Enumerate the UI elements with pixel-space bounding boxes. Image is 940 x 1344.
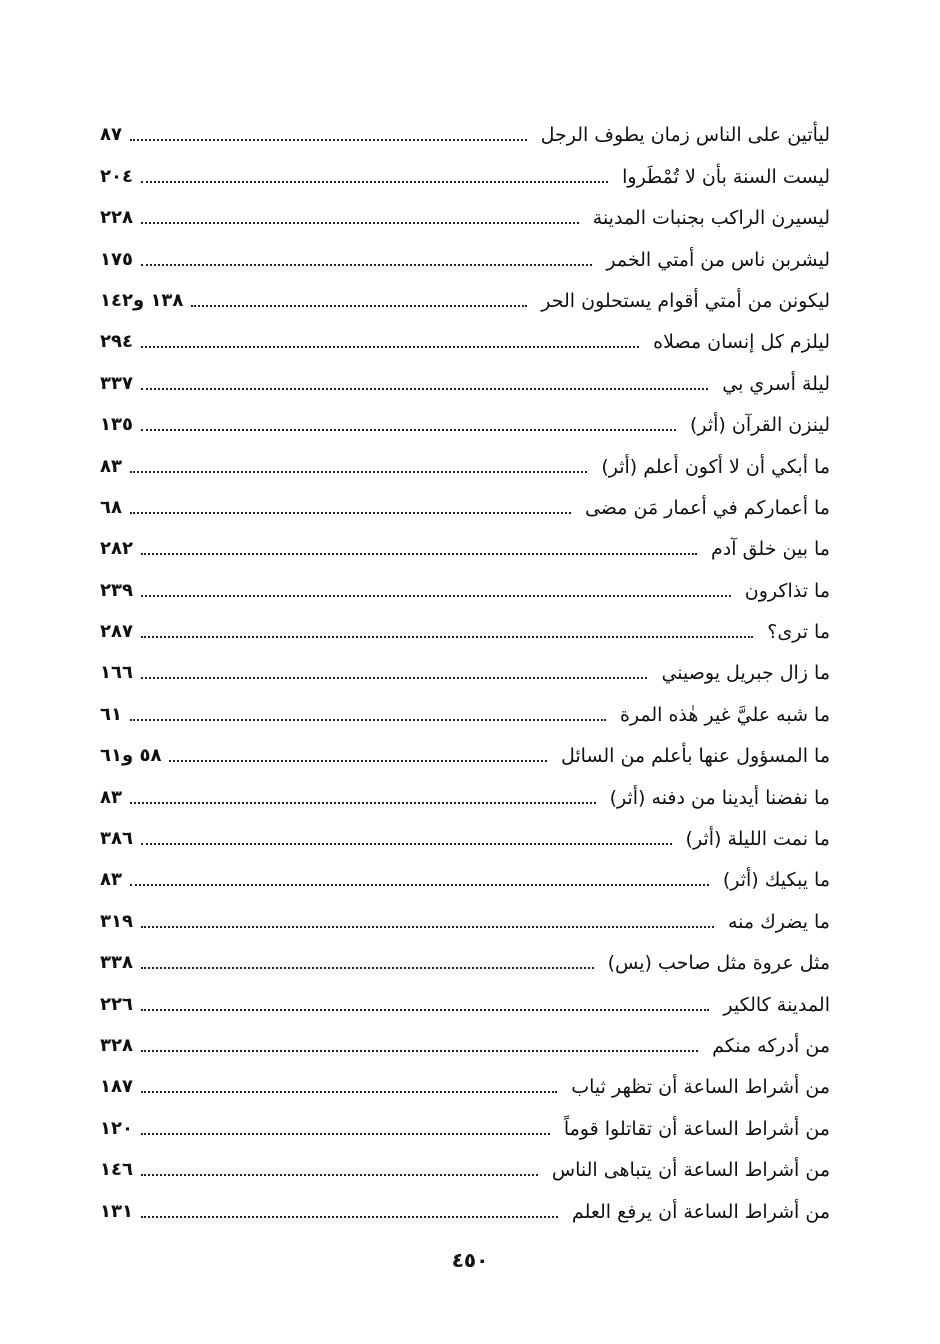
entry-text: ما يبكيك (أثر) bbox=[722, 869, 830, 892]
entry-text: ما بين خلق آدم bbox=[711, 538, 830, 561]
index-entry bbox=[100, 397, 830, 438]
index-entry bbox=[100, 728, 830, 769]
entry-text: ما تذاكرون bbox=[744, 579, 830, 602]
entry-text: من أدركه منكم bbox=[712, 1034, 830, 1057]
dot-leader bbox=[141, 346, 639, 348]
entry-page-number: ١٧٥ bbox=[100, 248, 133, 270]
index-entry bbox=[100, 769, 830, 810]
dot-leader bbox=[169, 760, 547, 762]
entry-page-number: ٣٢٨ bbox=[100, 1034, 133, 1056]
entry-text: ما شبه عليَّ غير هٰذه المرة bbox=[619, 703, 830, 726]
dot-leader bbox=[141, 429, 676, 431]
index-entry bbox=[100, 604, 830, 645]
entry-text: ما زال جبريل يوصيني bbox=[661, 662, 830, 685]
entry-text: ما أعماركم في أعمار مَن مضى bbox=[584, 496, 830, 519]
dot-leader bbox=[141, 222, 579, 224]
entry-page-number: ٣٣٧ bbox=[100, 372, 133, 394]
index-entry bbox=[100, 1142, 830, 1183]
index-entry bbox=[100, 438, 830, 479]
dot-leader bbox=[141, 967, 594, 969]
index-entry bbox=[100, 1183, 830, 1224]
dot-leader bbox=[141, 553, 697, 555]
dot-leader bbox=[141, 595, 731, 597]
entry-text: ما نمت الليلة (أثر) bbox=[685, 828, 830, 851]
entry-text: ليشربن ناس من أمتي الخمر bbox=[606, 248, 830, 271]
index-entry bbox=[100, 935, 830, 976]
index-entry bbox=[100, 480, 830, 521]
index-entry bbox=[100, 893, 830, 934]
entry-page-number: ٨٣ bbox=[100, 455, 122, 477]
entry-text: من أشراط الساعة أن يرفع العلم bbox=[571, 1200, 830, 1223]
entry-page-number: ٦١ bbox=[100, 703, 122, 725]
entry-page-number: ٢٠٤ bbox=[100, 165, 133, 187]
entry-page-number: ٨٣ bbox=[100, 786, 122, 808]
dot-leader bbox=[141, 1091, 557, 1093]
entry-page-number: ٢٩٤ bbox=[100, 331, 133, 353]
entry-text: من أشراط الساعة أن تظهر ثياب bbox=[571, 1076, 830, 1099]
entry-text: ما أبكي أن لا أكون أعلم (أثر) bbox=[601, 455, 830, 478]
index-entry bbox=[100, 645, 830, 686]
entry-page-number: ٢٨٢ bbox=[100, 538, 133, 560]
entry-text: ليسيرن الراكب بجنبات المدينة bbox=[592, 207, 830, 230]
entry-page-number: ١٨٧ bbox=[100, 1076, 133, 1098]
index-entry bbox=[100, 1100, 830, 1141]
dot-leader bbox=[141, 677, 648, 679]
entry-page-number: ١٣٥ bbox=[100, 414, 133, 436]
dot-leader bbox=[130, 884, 709, 886]
entry-text: ما نفضنا أيدينا من دفنه (أثر) bbox=[609, 786, 830, 809]
index-entry bbox=[100, 852, 830, 893]
entry-text: ليست السنة بأن لا تُمْطَروا bbox=[622, 165, 830, 188]
entry-text: ما ترى؟ bbox=[767, 621, 830, 644]
entry-page-number: ٥٨ و٦١ bbox=[100, 745, 162, 767]
index-entry bbox=[100, 355, 830, 396]
index-entry bbox=[100, 1018, 830, 1059]
entry-text: مثل عروة مثل صاحب (يس) bbox=[607, 952, 830, 975]
index-entry bbox=[100, 976, 830, 1017]
dot-leader bbox=[130, 471, 587, 473]
dot-leader bbox=[141, 1050, 698, 1052]
dot-leader bbox=[191, 305, 527, 307]
dot-leader bbox=[141, 1133, 550, 1135]
entry-page-number: ١٣١ bbox=[100, 1200, 133, 1222]
entry-page-number: ٣٣٨ bbox=[100, 952, 133, 974]
index-entry bbox=[100, 107, 830, 148]
entry-page-number: ١٦٦ bbox=[100, 662, 133, 684]
index-entry bbox=[100, 190, 830, 231]
dot-leader bbox=[141, 926, 714, 928]
index-entry bbox=[100, 686, 830, 727]
entry-text: ليأتين على الناس زمان يطوف الرجل bbox=[540, 124, 830, 147]
dot-leader bbox=[141, 388, 708, 390]
entry-page-number: ٨٣ bbox=[100, 869, 122, 891]
index-entry bbox=[100, 521, 830, 562]
index-entry bbox=[100, 148, 830, 189]
entry-page-number: ١٤٦ bbox=[100, 1159, 133, 1181]
page-number: ٤٥٠ bbox=[451, 1248, 489, 1272]
entry-text: ليلة أسري بي bbox=[722, 372, 830, 395]
dot-leader bbox=[141, 1009, 709, 1011]
entry-text: ليكونن من أمتي أقوام يستحلون الحر bbox=[541, 289, 830, 312]
index-entry bbox=[100, 1059, 830, 1100]
entry-text: ما يضرك منه bbox=[727, 910, 830, 933]
dot-leader bbox=[130, 719, 606, 721]
entry-page-number: ٢٢٦ bbox=[100, 993, 133, 1015]
dot-leader bbox=[141, 1216, 558, 1218]
dot-leader bbox=[141, 181, 608, 183]
entry-page-number: ٢٣٩ bbox=[100, 579, 133, 601]
index-entry bbox=[100, 273, 830, 314]
entry-text: المدينة كالكير bbox=[723, 993, 830, 1016]
entry-text: ما المسؤول عنها بأعلم من السائل bbox=[560, 745, 830, 768]
index-entry bbox=[100, 314, 830, 355]
entry-page-number: ١٣٨ و١٤٢ bbox=[100, 289, 184, 311]
entry-page-number: ٢٢٨ bbox=[100, 207, 133, 229]
entry-page-number: ٢٨٧ bbox=[100, 621, 133, 643]
entry-text: ليلزم كل إنسان مصلاه bbox=[653, 331, 830, 354]
entry-page-number: ٨٧ bbox=[100, 124, 122, 146]
dot-leader bbox=[141, 264, 592, 266]
dot-leader bbox=[130, 512, 571, 514]
entry-page-number: ١٢٠ bbox=[100, 1117, 133, 1139]
index-list bbox=[100, 107, 830, 1225]
dot-leader bbox=[141, 843, 672, 845]
entry-page-number: ٣٨٦ bbox=[100, 828, 133, 850]
entry-text: من أشراط الساعة أن يتباهى الناس bbox=[551, 1159, 830, 1182]
dot-leader bbox=[130, 802, 596, 804]
dot-leader bbox=[141, 1174, 538, 1176]
entry-text: لينزن القرآن (أثر) bbox=[689, 414, 830, 437]
entry-text: من أشراط الساعة أن تقاتلوا قوماً bbox=[563, 1117, 830, 1140]
entry-page-number: ٦٨ bbox=[100, 496, 122, 518]
entry-page-number: ٣١٩ bbox=[100, 910, 133, 932]
index-entry bbox=[100, 811, 830, 852]
dot-leader bbox=[130, 139, 527, 141]
index-entry bbox=[100, 231, 830, 272]
index-entry bbox=[100, 562, 830, 603]
dot-leader bbox=[141, 636, 753, 638]
